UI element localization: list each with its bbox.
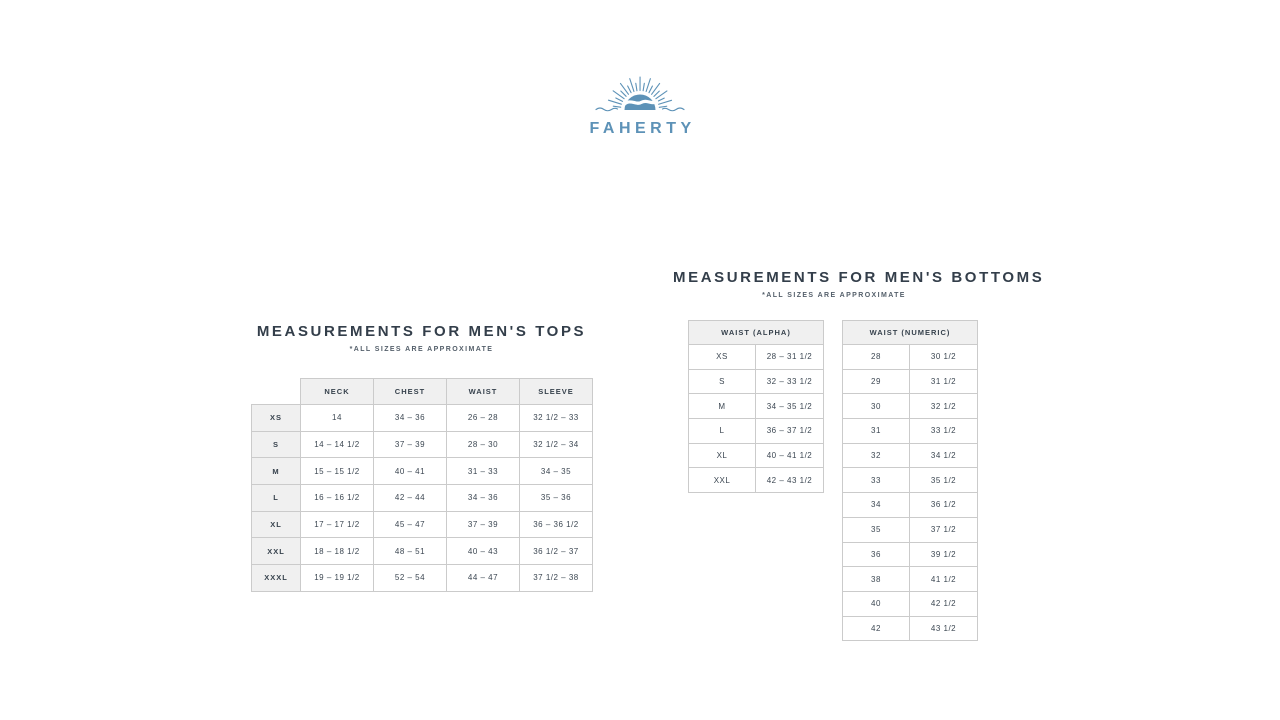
header-row [252, 379, 593, 405]
table-row [252, 538, 593, 565]
table-row [689, 369, 824, 394]
value-cell: 34 1/2 [910, 443, 978, 468]
value-cell: 37 – 39 [374, 431, 447, 458]
tops-title: MEASUREMENTS FOR MEN'S TOPS [256, 323, 587, 340]
bottoms-title: MEASUREMENTS FOR MEN'S BOTTOMS [673, 269, 1045, 286]
header-row [843, 321, 978, 345]
value-cell: 36 1/2 [910, 493, 978, 518]
faherty-logo [585, 68, 695, 138]
value-cell: 40 – 41 1/2 [756, 443, 824, 468]
value-cell: 31 [843, 419, 910, 444]
table-row [843, 493, 978, 518]
value-cell: 33 [843, 468, 910, 493]
waist-alpha-table [688, 320, 824, 493]
value-cell: 36 [843, 542, 910, 567]
value-cell: 19 – 19 1/2 [301, 565, 374, 592]
value-cell: 28 – 31 1/2 [756, 345, 824, 370]
table-row [843, 591, 978, 616]
header-row [689, 321, 824, 345]
tops-table [251, 378, 593, 592]
tops-table [251, 378, 593, 592]
value-cell: 40 – 43 [447, 538, 520, 565]
table-row [252, 431, 593, 458]
value-cell: 39 1/2 [910, 542, 978, 567]
table-row [843, 419, 978, 444]
table-row [689, 345, 824, 370]
table-row [689, 468, 824, 493]
table-row [252, 458, 593, 485]
waist-numeric-table [842, 320, 978, 641]
size-label-cell: S [252, 431, 301, 458]
column-header: WAIST [447, 379, 520, 405]
waist-alpha-table [688, 320, 824, 493]
value-cell: 36 1/2 – 37 [520, 538, 593, 565]
value-cell: 18 – 18 1/2 [301, 538, 374, 565]
value-cell: 36 – 36 1/2 [520, 511, 593, 538]
table-row [252, 565, 593, 592]
value-cell: 32 1/2 – 34 [520, 431, 593, 458]
column-header: SLEEVE [520, 379, 593, 405]
table-row [689, 443, 824, 468]
column-header: CHEST [374, 379, 447, 405]
value-cell: 40 [843, 591, 910, 616]
value-cell: XS [689, 345, 756, 370]
value-cell: 14 – 14 1/2 [301, 431, 374, 458]
table-row [843, 468, 978, 493]
tops-subtitle: *ALL SIZES ARE APPROXIMATE [349, 346, 494, 353]
table-row [843, 345, 978, 370]
value-cell: 43 1/2 [910, 616, 978, 641]
value-cell: 30 [843, 394, 910, 419]
table-row [252, 485, 593, 512]
value-cell: 42 [843, 616, 910, 641]
bottoms-section-heading [673, 269, 1045, 299]
value-cell: M [689, 394, 756, 419]
value-cell: 14 [301, 405, 374, 432]
value-cell: XL [689, 443, 756, 468]
value-cell: 36 – 37 1/2 [756, 419, 824, 444]
value-cell: 31 1/2 [910, 369, 978, 394]
value-cell: XXL [689, 468, 756, 493]
value-cell: 28 [843, 345, 910, 370]
table-row [252, 511, 593, 538]
corner-cell [252, 379, 301, 405]
table-row [843, 542, 978, 567]
value-cell: 42 – 43 1/2 [756, 468, 824, 493]
value-cell: 31 – 33 [447, 458, 520, 485]
size-label-cell: XXL [252, 538, 301, 565]
value-cell: 16 – 16 1/2 [301, 485, 374, 512]
table-header: WAIST (NUMERIC) [843, 321, 978, 345]
tops-section-heading [251, 323, 592, 353]
table-row [843, 369, 978, 394]
value-cell: 40 – 41 [374, 458, 447, 485]
value-cell: 28 – 30 [447, 431, 520, 458]
table-row [843, 567, 978, 592]
value-cell: L [689, 419, 756, 444]
value-cell: 34 [843, 493, 910, 518]
bottoms-subtitle: *ALL SIZES ARE APPROXIMATE [762, 292, 906, 299]
value-cell: 32 1/2 [910, 394, 978, 419]
value-cell: 34 – 35 [520, 458, 593, 485]
value-cell: 41 1/2 [910, 567, 978, 592]
size-label-cell: XS [252, 405, 301, 432]
value-cell: 35 1/2 [910, 468, 978, 493]
table-row [843, 616, 978, 641]
value-cell: 42 – 44 [374, 485, 447, 512]
value-cell: 15 – 15 1/2 [301, 458, 374, 485]
value-cell: 42 1/2 [910, 591, 978, 616]
value-cell: 34 – 36 [447, 485, 520, 512]
size-label-cell: XXXL [252, 565, 301, 592]
value-cell: 26 – 28 [447, 405, 520, 432]
value-cell: 32 – 33 1/2 [756, 369, 824, 394]
value-cell: S [689, 369, 756, 394]
value-cell: 17 – 17 1/2 [301, 511, 374, 538]
table-header: WAIST (ALPHA) [689, 321, 824, 345]
value-cell: 45 – 47 [374, 511, 447, 538]
value-cell: 52 – 54 [374, 565, 447, 592]
value-cell: 48 – 51 [374, 538, 447, 565]
table-row [252, 405, 593, 432]
column-header: NECK [301, 379, 374, 405]
value-cell: 29 [843, 369, 910, 394]
table-row [689, 419, 824, 444]
value-cell: 35 [843, 517, 910, 542]
value-cell: 32 1/2 – 33 [520, 405, 593, 432]
value-cell: 32 [843, 443, 910, 468]
value-cell: 37 1/2 – 38 [520, 565, 593, 592]
value-cell: 37 – 39 [447, 511, 520, 538]
size-label-cell: M [252, 458, 301, 485]
value-cell: 34 – 35 1/2 [756, 394, 824, 419]
table-row [689, 394, 824, 419]
table-row [843, 443, 978, 468]
size-label-cell: XL [252, 511, 301, 538]
value-cell: 34 – 36 [374, 405, 447, 432]
size-label-cell: L [252, 485, 301, 512]
table-row [843, 517, 978, 542]
value-cell: 35 – 36 [520, 485, 593, 512]
value-cell: 33 1/2 [910, 419, 978, 444]
waist-numeric-table [842, 320, 978, 641]
table-row [843, 394, 978, 419]
sunrise-icon [592, 68, 688, 114]
value-cell: 37 1/2 [910, 517, 978, 542]
value-cell: 44 – 47 [447, 565, 520, 592]
brand-wordmark: FAHERTY [589, 120, 696, 137]
value-cell: 30 1/2 [910, 345, 978, 370]
value-cell: 38 [843, 567, 910, 592]
